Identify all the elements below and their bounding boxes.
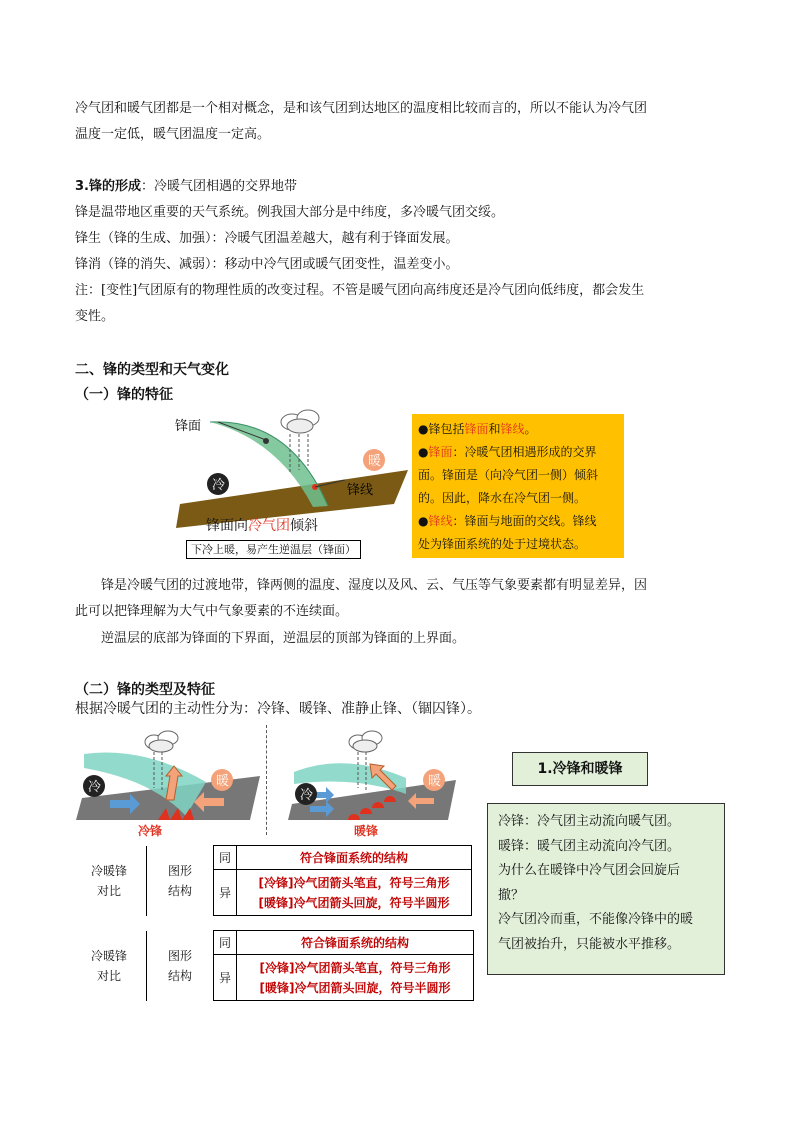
yellow-line-5 bbox=[418, 510, 618, 533]
yb-c3: ：锋面与地面的交线。锋线 bbox=[452, 514, 597, 528]
yb-a3: 和 bbox=[488, 422, 501, 436]
t2-c2b: 结构 bbox=[167, 968, 192, 983]
cold-front-diagram bbox=[74, 728, 266, 840]
warm-front-cold-label: 冷 bbox=[300, 788, 314, 803]
section-2-sub-2: （二）锋的类型及特征 bbox=[75, 682, 215, 698]
t1-diff-1: [冷锋]冷气团箭头笔直，符号三角形 bbox=[258, 875, 450, 890]
green-line-3: 为什么在暖锋中冷气团会回旋后 bbox=[498, 863, 681, 878]
green-line-2: 暖锋：暖气团主动流向冷气团。 bbox=[498, 838, 681, 854]
warm-front-diagram bbox=[286, 728, 462, 840]
comparison-table-2 bbox=[72, 930, 474, 1001]
t2-c2a: 图形 bbox=[167, 948, 192, 963]
t2-diff-1: [冷锋]冷气团箭头笔直，符号三角形 bbox=[259, 960, 451, 975]
yb-b2: 锋面 bbox=[428, 445, 453, 459]
formation-line-2: 锋生（锋的生成、加强）：冷暖气团温差越大，越有利于锋面发展。 bbox=[75, 231, 459, 246]
t1-c1a: 冷暖锋 bbox=[90, 863, 127, 878]
front-features-box bbox=[412, 414, 624, 558]
t2-c1b: 对比 bbox=[96, 968, 121, 983]
cold-front-cloud-icon bbox=[145, 731, 178, 752]
t2-diff-cell bbox=[237, 955, 474, 1001]
cold-front-warm-label: 暖 bbox=[216, 774, 230, 789]
warm-air-mass-label: 暖 bbox=[368, 454, 382, 469]
intro-line-1: 冷气团和暖气团都是一个相对概念，是和该气团到达地区的温度相比较而言的，所以不能认为冷气团 bbox=[75, 101, 648, 116]
front-tilt-caption bbox=[206, 515, 318, 535]
para-line-2: 此可以把锋理解为大气中气象要素的不连续面。 bbox=[75, 604, 349, 619]
formation-title: 3.锋的形成 bbox=[75, 179, 141, 194]
formation-line-3: 锋消（锋的消失、减弱）：移动中冷气团或暖气团变性，温差变小。 bbox=[75, 257, 459, 272]
yellow-line-6: 处为锋面系统的处于过境状态。 bbox=[418, 537, 587, 551]
t1-c2a: 图形 bbox=[167, 863, 192, 878]
front-line-label: 锋线 bbox=[347, 483, 374, 498]
t1-diff-2: [暖锋]冷气团箭头回旋，符号半圆形 bbox=[258, 895, 450, 910]
para-line-1: 锋是冷暖气团的过渡地带，锋两侧的温度、湿度以及风、云、气压等气象要素都有明显差异，因 bbox=[101, 578, 648, 593]
t1-col-compare bbox=[72, 846, 147, 916]
front-surface-label: 锋面 bbox=[175, 419, 202, 434]
intro-line-2: 温度一定低，暖气团温度一定高。 bbox=[75, 127, 271, 142]
t2-c1a: 冷暖锋 bbox=[90, 948, 127, 963]
cold-warm-front-notes bbox=[487, 803, 725, 975]
green-line-6: 气团被抬升，只能被水平推移。 bbox=[498, 936, 681, 952]
section-2-title: 二、锋的类型和天气变化 bbox=[75, 362, 229, 378]
cloud-icon bbox=[281, 410, 319, 433]
green-line-5: 冷气团冷而重，不能像冷锋中的暖 bbox=[498, 912, 694, 927]
caption-cold-air-mass: 冷气团 bbox=[248, 518, 290, 534]
t2-col-shape bbox=[147, 931, 214, 1001]
t2-same-text: 符合锋面系统的结构 bbox=[237, 931, 474, 955]
yb-a2: 锋面 bbox=[464, 422, 489, 436]
formation-heading bbox=[75, 178, 297, 196]
cold-front-cold-label: 冷 bbox=[88, 780, 102, 795]
green-line-4: 撤？ bbox=[498, 887, 525, 903]
yb-a4: 锋线 bbox=[500, 422, 525, 436]
t1-col-shape bbox=[147, 846, 214, 916]
yellow-line-1 bbox=[418, 418, 618, 441]
diagram-divider bbox=[266, 725, 267, 835]
t2-col-compare bbox=[72, 931, 147, 1001]
t1-c1b: 对比 bbox=[96, 883, 121, 898]
cold-front-label: 冷锋 bbox=[138, 824, 163, 838]
yb-a1: ●锋包括 bbox=[418, 422, 465, 436]
cold-warm-front-title: 1.冷锋和暖锋 bbox=[512, 752, 648, 786]
formation-line-4: 注：[变性]气团原有的物理性质的改变过程。不管是暖气团向高纬度还是冷气团向低纬度，都会发生 bbox=[75, 283, 645, 298]
yb-b3: ：冷暖气团相遇形成的交界 bbox=[452, 445, 597, 459]
cold-air-mass-label: 冷 bbox=[212, 478, 226, 493]
front-surface-dot bbox=[263, 438, 269, 444]
yellow-line-3: 面。锋面是（向冷气团一侧）倾斜 bbox=[418, 468, 599, 482]
t2-same-label: 同 bbox=[214, 931, 237, 955]
section-2-sub-1: （一）锋的特征 bbox=[75, 387, 173, 403]
types-intro: 根据冷暖气团的主动性分为：冷锋、暖锋、准静止锋、（锢囚锋）。 bbox=[75, 701, 481, 717]
t1-c2b: 结构 bbox=[167, 883, 192, 898]
green-line-1: 冷锋：冷气团主动流向暖气团。 bbox=[498, 814, 681, 829]
warm-front-cloud-icon bbox=[349, 731, 382, 752]
t1-diff-label: 异 bbox=[214, 870, 237, 916]
formation-line-5: 变性。 bbox=[75, 309, 115, 324]
formation-line-1: 锋是温带地区重要的天气系统。例我国大部分是中纬度，多冷暖气团交绥。 bbox=[75, 205, 505, 220]
formation-title-suffix: ：冷暖气团相遇的交界地带 bbox=[140, 179, 297, 194]
yellow-line-4: 的。因此，降水在冷气团一侧。 bbox=[418, 491, 587, 505]
t1-same-text: 符合锋面系统的结构 bbox=[237, 846, 472, 870]
inversion-note: 下冷上暖，易产生逆温层（锋面） bbox=[186, 540, 361, 559]
caption-part-c: 倾斜 bbox=[290, 518, 318, 534]
t2-diff-2: [暖锋]冷气团箭头回旋，符号半圆形 bbox=[259, 980, 451, 995]
warm-front-label: 暖锋 bbox=[354, 824, 379, 838]
yb-c2: 锋线 bbox=[428, 514, 453, 528]
t1-diff-cell bbox=[237, 870, 472, 916]
yb-b1: ● bbox=[418, 445, 429, 459]
yellow-line-2 bbox=[418, 441, 618, 464]
warm-front-warm-label: 暖 bbox=[428, 774, 442, 789]
para-line-3: 逆温层的底部为锋面的下界面，逆温层的顶部为锋面的上界面。 bbox=[101, 631, 466, 646]
t2-diff-label: 异 bbox=[214, 955, 237, 1001]
yb-a5: 。 bbox=[524, 422, 537, 436]
caption-part-a: 锋面向 bbox=[206, 518, 248, 534]
comparison-table-1 bbox=[72, 845, 472, 916]
yb-c1: ● bbox=[418, 514, 429, 528]
t1-same-label: 同 bbox=[214, 846, 237, 870]
